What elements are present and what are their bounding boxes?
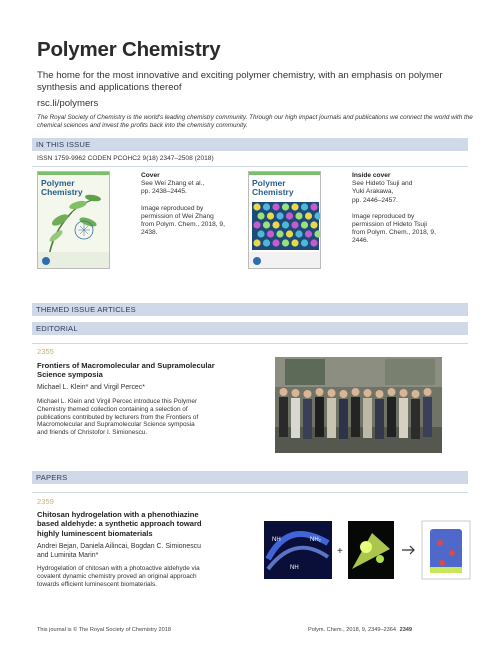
- paper-page-number[interactable]: 2359: [37, 497, 54, 506]
- footer-citation: [308, 627, 412, 633]
- editorial-title-line: Frontiers of Macromolecular and Supramolecular: [37, 361, 215, 370]
- editorial-abstract-line: Macromolecular and Supramolecular Science symposia: [37, 421, 195, 429]
- issn-line: ISSN 1759-9962 CODEN PCOHC2 9(18) 2347–2508 (2018): [37, 155, 214, 162]
- editorial-page-number[interactable]: 2355: [37, 347, 54, 356]
- inside-cover-logo-line2: Chemistry: [252, 187, 294, 197]
- cover-logo-line1: Polymer: [41, 178, 75, 188]
- paper-title[interactable]: [37, 510, 202, 538]
- paper-abstract: [37, 565, 200, 588]
- graphic-plus-sign: +: [337, 546, 343, 557]
- inside-cover-line: pp. 2446–2457.: [352, 196, 398, 204]
- editorial-abstract-line: Michael L. Klein and Virgil Percec introduce this Polymer: [37, 398, 198, 405]
- divider: [32, 492, 468, 493]
- cover-caption: [141, 172, 225, 237]
- graphic-label-nh: NH: [272, 537, 281, 543]
- paper-title-line: based aldehyde: a synthetic approach toward: [37, 519, 202, 529]
- journal-title: Polymer Chemistry: [37, 38, 221, 61]
- editorial-title-line: Science symposia: [37, 370, 103, 380]
- cover-line: Image reproduced by: [141, 204, 204, 212]
- rsc-about-text: The Royal Society of Chemistry is the world's leading chemistry community. Through our high impact journals and publications we connect the world with the chemical sciences and invest the profits back into the chemistry community.: [37, 114, 473, 129]
- divider: [32, 166, 468, 167]
- graphic-label-nh-lower: NH: [290, 565, 299, 571]
- cover-line: pp. 2438–2445.: [141, 188, 187, 196]
- toc-graphic-illustration: [264, 519, 474, 581]
- paper-title-line: highly luminescent biomaterials: [37, 528, 153, 538]
- editorial-abstract: [37, 398, 198, 437]
- paper-abstract-line: towards efficient luminescent biomaterials.: [37, 580, 157, 588]
- inside-cover-line: Yuki Arakawa,: [352, 188, 394, 196]
- cover-image[interactable]: [37, 171, 110, 269]
- editorial-title[interactable]: [37, 361, 215, 380]
- inside-cover-logo-line1: Polymer: [252, 178, 286, 188]
- section-in-this-issue: IN THIS ISSUE: [32, 138, 468, 151]
- editorial-abstract-line: publications contributed by lecturers from the Frontiers of: [37, 413, 199, 421]
- editorial-abstract-line: and friends of Christofor I. Simionescu.: [37, 429, 148, 437]
- footer-page-number: 2349: [399, 627, 413, 633]
- paper-authors-line: and Luminita Marin*: [37, 551, 99, 559]
- paper-abstract-line: Hydrogelation of chitosan with a photoactive aldehyde via: [37, 565, 200, 572]
- graphic-label-nh2: NH₂: [310, 537, 321, 543]
- divider: [32, 343, 468, 344]
- paper-authors-line: Andrei Bejan, Daniela Ailincai, Bogdan C. Simionescu: [37, 543, 201, 550]
- inside-cover-line: permission of Hideto Tsuji: [352, 221, 428, 229]
- inside-cover-line: from Polym. Chem., 2018, 9,: [352, 229, 436, 237]
- cover-line: See Wei Zhang et al.,: [141, 180, 205, 188]
- cover-heading: Cover: [141, 172, 160, 179]
- journal-link[interactable]: rsc.li/polymers: [37, 98, 99, 109]
- cover-logo-line2: Chemistry: [41, 187, 83, 197]
- inside-cover-line: Image reproduced by: [352, 212, 415, 220]
- section-themed-issue-articles: THEMED ISSUE ARTICLES: [32, 303, 468, 316]
- inside-cover-line: See Hideto Tsuji and: [352, 180, 413, 188]
- editorial-abstract-line: Chemistry themed collection containing a selection of: [37, 405, 188, 413]
- inside-cover-image[interactable]: [248, 171, 321, 269]
- section-editorial: EDITORIAL: [32, 322, 468, 335]
- paper-authors: [37, 543, 201, 560]
- paper-toc-graphic: [264, 519, 474, 581]
- footer-citation-text: Polym. Chem., 2018, 9, 2349–2364: [308, 627, 397, 633]
- paper-title-line: Chitosan hydrogelation with a phenothiazine: [37, 510, 199, 519]
- editorial-authors: Michael L. Klein* and Virgil Percec*: [37, 384, 145, 391]
- section-papers: PAPERS: [32, 471, 468, 484]
- inside-cover-line: 2446.: [352, 237, 369, 245]
- cover-line: 2438.: [141, 229, 158, 237]
- group-photo-illustration: [275, 357, 442, 453]
- inside-cover-heading: Inside cover: [352, 172, 391, 179]
- symposium-group-photo: [275, 357, 442, 453]
- journal-tagline: The home for the most innovative and exciting polymer chemistry, with an emphasis on polymer synthesis and applications thereof: [37, 70, 443, 93]
- inside-cover-illustration: [249, 172, 321, 269]
- footer-copyright: This journal is © The Royal Society of Chemistry 2018: [37, 627, 171, 633]
- cover-line: permission of Wei Zhang: [141, 212, 214, 220]
- cover-line: from Polym. Chem., 2018, 9,: [141, 221, 225, 229]
- paper-abstract-line: covalent dynamic chemistry proved an original approach: [37, 572, 197, 580]
- inside-cover-caption: [352, 172, 436, 246]
- cover-illustration: [38, 172, 110, 269]
